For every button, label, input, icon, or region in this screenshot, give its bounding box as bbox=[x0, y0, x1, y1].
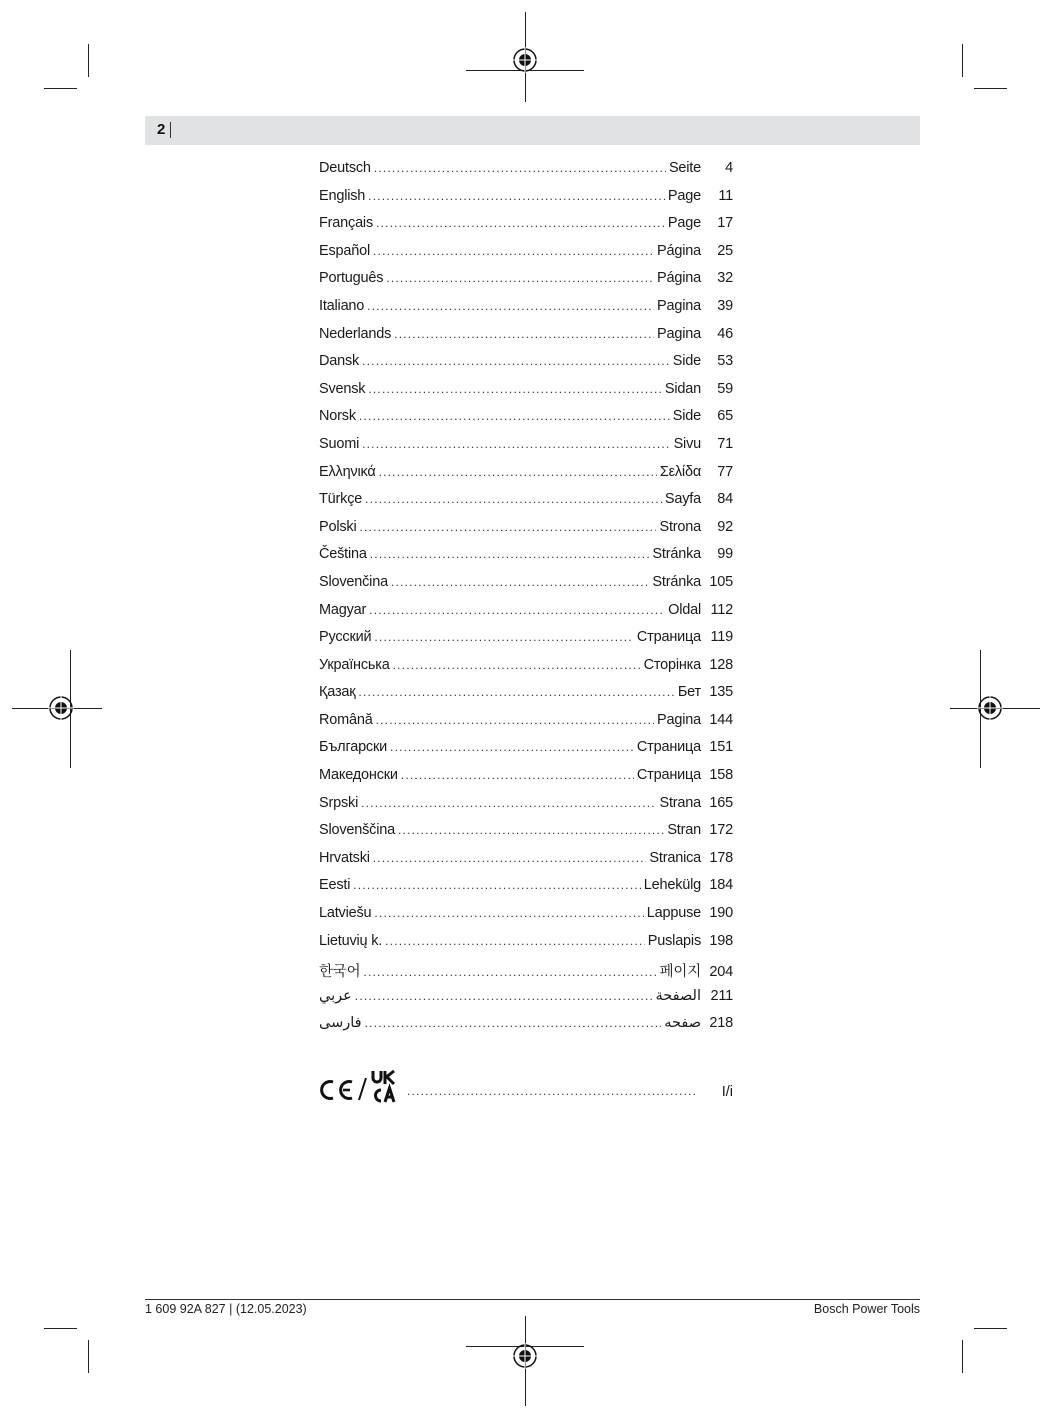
toc-page-word: Página bbox=[657, 242, 701, 259]
toc-leader-dots bbox=[362, 354, 670, 368]
toc-leader-dots bbox=[365, 492, 662, 506]
toc-language: Lietuvių k. bbox=[319, 932, 383, 949]
toc-language: Türkçe bbox=[319, 491, 363, 508]
toc-page-number: 184 bbox=[709, 877, 733, 894]
toc-page-word: Página bbox=[657, 270, 701, 287]
toc-page-word: Page bbox=[667, 215, 701, 232]
crop-mark bbox=[962, 44, 963, 77]
toc-language: Македонски bbox=[319, 767, 398, 784]
toc-row[interactable] bbox=[319, 822, 733, 850]
toc-leader-dots bbox=[362, 437, 670, 451]
toc-row[interactable] bbox=[319, 602, 733, 630]
toc-row[interactable] bbox=[319, 767, 733, 795]
toc-language: Українська bbox=[319, 656, 390, 673]
toc-leader-dots bbox=[385, 934, 645, 948]
toc-page-number: 99 bbox=[717, 546, 733, 563]
brand-name: Bosch Power Tools bbox=[813, 1302, 920, 1316]
toc-page-number: 135 bbox=[709, 684, 733, 701]
toc-leader-dots bbox=[353, 878, 640, 892]
toc-row[interactable] bbox=[319, 326, 733, 354]
toc-row[interactable] bbox=[319, 629, 733, 657]
toc-row[interactable] bbox=[319, 436, 733, 464]
registration-target-icon bbox=[512, 47, 538, 73]
toc-leader-dots bbox=[359, 409, 670, 423]
toc-language: English bbox=[319, 187, 366, 204]
toc-page-number: 190 bbox=[709, 905, 733, 922]
toc-language: Nederlands bbox=[319, 325, 392, 342]
toc-leader-dots bbox=[363, 965, 656, 979]
toc-language: Norsk bbox=[319, 408, 356, 425]
toc-row[interactable] bbox=[319, 381, 733, 409]
toc-leader-dots bbox=[369, 603, 665, 617]
toc-row[interactable] bbox=[319, 877, 733, 905]
toc-leader-dots bbox=[394, 327, 654, 341]
toc-page-word: Sidan bbox=[664, 380, 701, 397]
toc-row[interactable] bbox=[319, 408, 733, 436]
registration-target-icon bbox=[512, 1343, 538, 1369]
toc-page-number: 198 bbox=[709, 932, 733, 949]
toc-language: Қазақ bbox=[319, 684, 356, 701]
toc-leader-dots bbox=[374, 161, 666, 175]
toc-language: Slovenčina bbox=[319, 573, 388, 590]
page-number-separator bbox=[170, 122, 171, 138]
toc-page-word: Страница bbox=[636, 629, 701, 646]
toc-page-word: Pagina bbox=[657, 297, 701, 314]
toc-leader-dots bbox=[370, 547, 650, 561]
toc-page-number: 105 bbox=[709, 573, 733, 590]
toc-row[interactable] bbox=[319, 491, 733, 519]
toc-row[interactable] bbox=[319, 519, 733, 547]
toc-page-word: Side bbox=[672, 408, 701, 425]
toc-page-number: 151 bbox=[709, 739, 733, 756]
toc-page-word: Страница bbox=[636, 767, 701, 784]
toc-page-number: 46 bbox=[717, 325, 733, 342]
toc-leader-dots bbox=[393, 658, 641, 672]
toc-language: Suomi bbox=[319, 435, 360, 452]
toc-row[interactable] bbox=[319, 795, 733, 823]
toc-leader-dots bbox=[391, 575, 649, 589]
toc-page-word: Sivu bbox=[673, 435, 701, 452]
toc-page-number: 53 bbox=[717, 353, 733, 370]
toc-leader-dots bbox=[367, 299, 654, 313]
toc-page-number: 218 bbox=[709, 1015, 733, 1032]
toc-language: Български bbox=[319, 739, 388, 756]
toc-page-number: 17 bbox=[717, 215, 733, 232]
document-number: 1 609 92A 827 | (12.05.2023) bbox=[145, 1302, 307, 1316]
toc-leader-dots bbox=[376, 713, 654, 727]
toc-leader-dots bbox=[379, 465, 657, 479]
toc-page-word: الصفحة bbox=[655, 987, 701, 1004]
toc-leader-dots bbox=[373, 244, 654, 258]
toc-leader-dots bbox=[390, 740, 634, 754]
toc-language: Русский bbox=[319, 629, 372, 646]
certification-row[interactable] bbox=[319, 1070, 733, 1104]
toc-language: Italiano bbox=[319, 297, 365, 314]
toc-leader-dots bbox=[359, 520, 656, 534]
toc-leader-dots bbox=[355, 989, 653, 1003]
toc-row[interactable] bbox=[319, 188, 733, 216]
toc-page-number: 39 bbox=[717, 297, 733, 314]
toc-row[interactable] bbox=[319, 160, 733, 188]
crop-mark bbox=[88, 1340, 89, 1373]
toc-leader-dots bbox=[376, 216, 665, 230]
registration-target-icon bbox=[977, 695, 1003, 721]
page-number: 2 bbox=[157, 121, 166, 138]
toc-page-number: 112 bbox=[710, 601, 733, 618]
toc-page-number: 65 bbox=[717, 408, 733, 425]
toc-page-word: Сторінка bbox=[643, 656, 701, 673]
toc-language: 한국어 bbox=[319, 964, 361, 981]
toc-row[interactable] bbox=[319, 739, 733, 767]
toc-page-number: 128 bbox=[709, 656, 733, 673]
toc-page-word: Page bbox=[667, 187, 701, 204]
toc-page-number: 119 bbox=[710, 629, 733, 646]
toc-page-word: Strana bbox=[659, 794, 701, 811]
toc-page-word: Бет bbox=[677, 684, 701, 701]
toc-page-word: Pagina bbox=[657, 325, 701, 342]
toc-language: Latviešu bbox=[319, 905, 372, 922]
toc-row[interactable] bbox=[319, 850, 733, 878]
toc-language: Ελληνικά bbox=[319, 463, 376, 480]
toc-page-word: Seite bbox=[668, 160, 701, 176]
toc-page-number: 32 bbox=[717, 270, 733, 287]
toc-language: فارسی bbox=[319, 1015, 362, 1032]
toc-page-word: Страница bbox=[636, 739, 701, 756]
certification-page: I/i bbox=[721, 1084, 733, 1100]
crop-mark bbox=[44, 1328, 77, 1329]
toc-row[interactable] bbox=[319, 988, 733, 1016]
toc-row[interactable] bbox=[319, 243, 733, 271]
toc-language: Español bbox=[319, 242, 370, 259]
toc-language: Deutsch bbox=[319, 160, 371, 176]
toc-page-number: 211 bbox=[710, 987, 733, 1004]
toc-language: Čeština bbox=[319, 546, 367, 563]
toc-leader-dots bbox=[398, 823, 664, 837]
toc-row[interactable] bbox=[319, 298, 733, 326]
toc-leader-dots bbox=[368, 189, 665, 203]
toc-page-number: 84 bbox=[717, 491, 733, 508]
crop-mark bbox=[974, 1328, 1007, 1329]
toc-row[interactable] bbox=[319, 657, 733, 685]
toc-page-word: Strona bbox=[659, 518, 701, 535]
toc-page-number: 4 bbox=[725, 160, 733, 176]
toc-page-number: 172 bbox=[709, 822, 733, 839]
table-of-contents bbox=[319, 160, 733, 1043]
toc-page-word: Lappuse bbox=[646, 905, 701, 922]
toc-page-word: Side bbox=[672, 353, 701, 370]
toc-page-word: Puslapis bbox=[647, 932, 701, 949]
toc-row[interactable] bbox=[319, 1015, 733, 1043]
toc-language: Dansk bbox=[319, 353, 360, 370]
toc-language: Português bbox=[319, 270, 384, 287]
toc-page-word: صفحه bbox=[664, 1015, 701, 1032]
toc-leader-dots bbox=[365, 1016, 662, 1030]
toc-row[interactable] bbox=[319, 270, 733, 298]
toc-language: Polski bbox=[319, 518, 357, 535]
toc-page-word: 페이지 bbox=[659, 964, 701, 981]
toc-row[interactable] bbox=[319, 215, 733, 243]
toc-row[interactable] bbox=[319, 353, 733, 381]
toc-language: Srpski bbox=[319, 794, 359, 811]
toc-page-number: 25 bbox=[717, 242, 733, 259]
toc-leader-dots bbox=[374, 630, 633, 644]
toc-row[interactable] bbox=[319, 712, 733, 740]
toc-page-word: Σελίδα bbox=[659, 463, 701, 480]
toc-row[interactable] bbox=[319, 905, 733, 933]
toc-page-number: 77 bbox=[717, 463, 733, 480]
toc-leader-dots bbox=[368, 382, 662, 396]
toc-row[interactable] bbox=[319, 684, 733, 712]
toc-language: Hrvatski bbox=[319, 849, 370, 866]
toc-page-number: 92 bbox=[717, 518, 733, 535]
toc-language: عربي bbox=[319, 987, 352, 1004]
toc-page-number: 165 bbox=[709, 794, 733, 811]
crop-mark bbox=[974, 88, 1007, 89]
toc-page-word: Oldal bbox=[668, 601, 701, 618]
crop-mark bbox=[962, 1340, 963, 1373]
toc-row[interactable] bbox=[319, 960, 733, 988]
toc-row[interactable] bbox=[319, 933, 733, 961]
toc-page-number: 204 bbox=[709, 964, 733, 981]
crop-mark bbox=[88, 44, 89, 77]
toc-page-word: Stranica bbox=[649, 849, 701, 866]
toc-page-number: 144 bbox=[709, 711, 733, 728]
toc-language: Română bbox=[319, 711, 373, 728]
toc-page-number: 11 bbox=[718, 187, 733, 204]
toc-leader-dots bbox=[401, 768, 634, 782]
toc-language: Magyar bbox=[319, 601, 367, 618]
toc-page-word: Stránka bbox=[652, 546, 701, 563]
toc-page-word: Pagina bbox=[657, 711, 701, 728]
toc-page-number: 59 bbox=[717, 380, 733, 397]
toc-leader-dots bbox=[358, 685, 674, 699]
toc-language: Slovenščina bbox=[319, 822, 395, 839]
certification-leader-dots bbox=[407, 1084, 698, 1098]
toc-page-word: Stran bbox=[667, 822, 701, 839]
toc-page-word: Sayfa bbox=[664, 491, 701, 508]
toc-page-number: 71 bbox=[717, 435, 733, 452]
toc-page-number: 178 bbox=[709, 849, 733, 866]
ce-ukca-logo bbox=[319, 1070, 405, 1104]
toc-row[interactable] bbox=[319, 546, 733, 574]
toc-language: Français bbox=[319, 215, 373, 232]
footer-rule bbox=[145, 1299, 920, 1300]
toc-language: Svensk bbox=[319, 380, 366, 397]
toc-row[interactable] bbox=[319, 464, 733, 492]
toc-leader-dots bbox=[373, 851, 647, 865]
toc-page-word: Stránka bbox=[652, 573, 701, 590]
registration-target-icon bbox=[48, 695, 74, 721]
toc-page-word: Lehekülg bbox=[643, 877, 701, 894]
toc-page-number: 158 bbox=[709, 767, 733, 784]
toc-language: Eesti bbox=[319, 877, 351, 894]
toc-row[interactable] bbox=[319, 574, 733, 602]
toc-leader-dots bbox=[374, 906, 643, 920]
toc-leader-dots bbox=[361, 796, 656, 810]
crop-mark bbox=[44, 88, 77, 89]
toc-leader-dots bbox=[386, 271, 654, 285]
page-header-bar bbox=[145, 116, 920, 145]
